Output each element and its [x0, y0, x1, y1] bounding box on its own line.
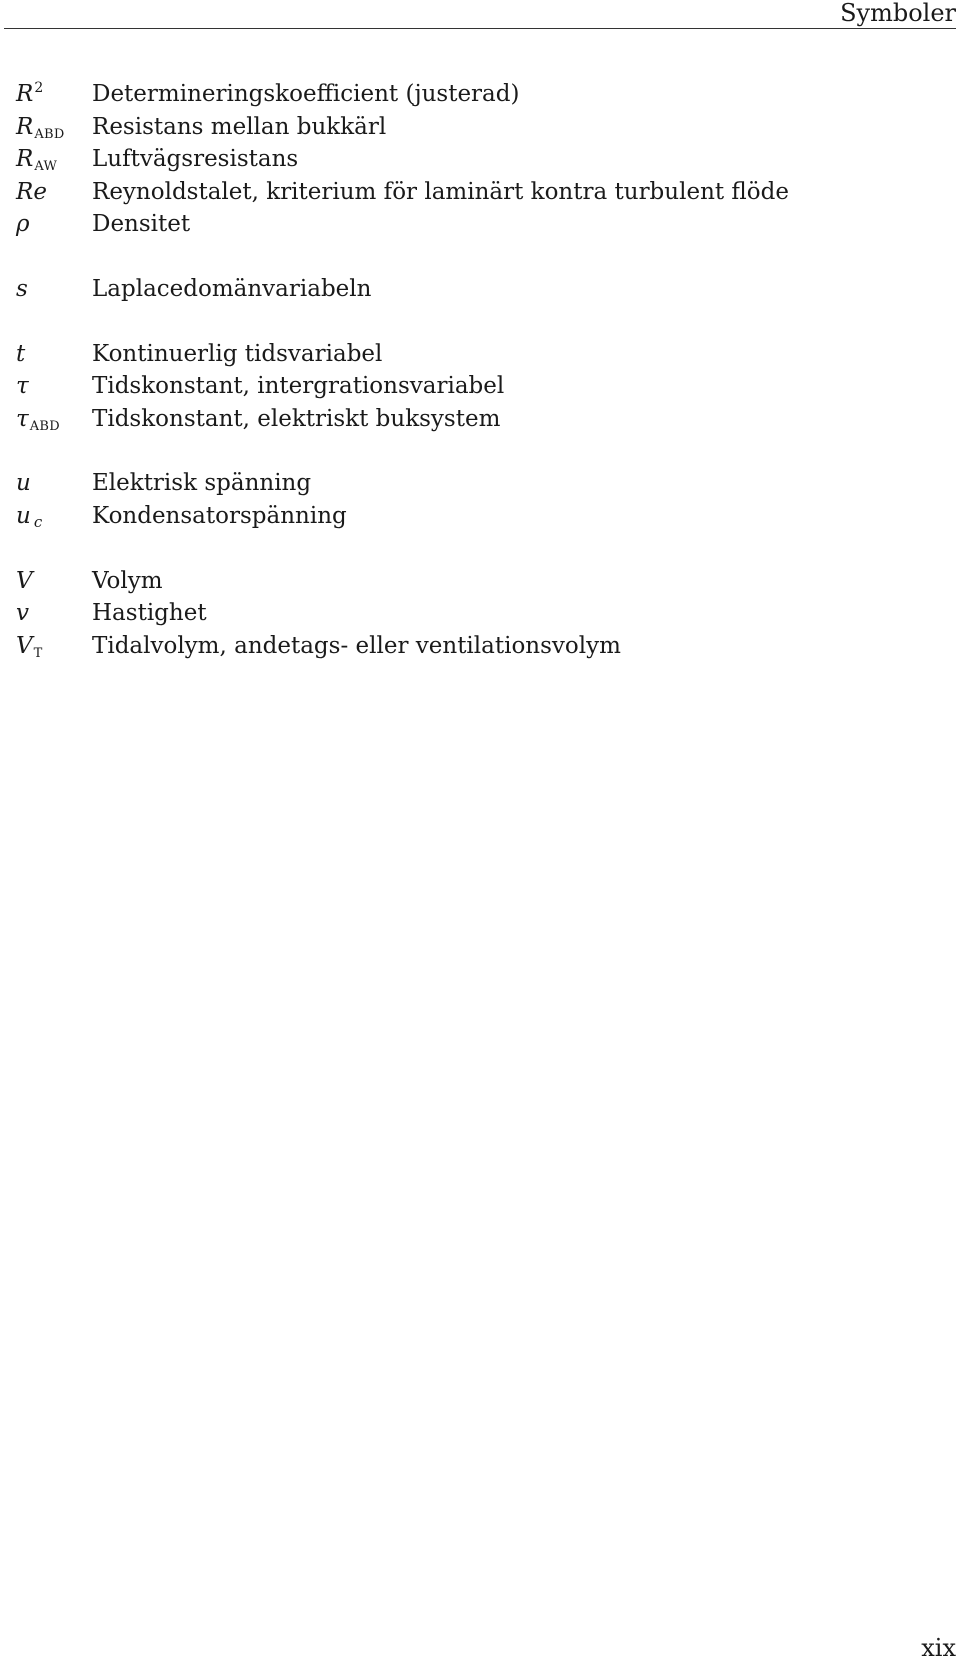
symbol-description: Resistans mellan bukkärl	[92, 113, 387, 140]
symbol-subscript: c	[33, 512, 43, 531]
symbol-description: Tidskonstant, elektriskt buksystem	[92, 405, 501, 432]
symbol-description: Determineringskoefficient (justerad)	[92, 81, 520, 107]
symbol-description: Tidalvolym, andetags- eller ventilationsvolym	[92, 632, 621, 659]
symbol-description: Kontinuerlig tidsvariabel	[92, 340, 383, 367]
symbol: $R^2$	[16, 80, 44, 107]
symbol-subscript: ABD	[29, 418, 60, 434]
symbol-subscript: AW	[34, 159, 58, 175]
symbol: RAW	[16, 146, 58, 175]
symbol-description: Hastighet	[92, 600, 207, 627]
symbol-subscript: T	[33, 645, 43, 661]
symbol-description: Kondensatorspänning	[92, 502, 347, 529]
symbol-superscript: 2	[34, 80, 44, 96]
page-number: xix	[921, 1634, 956, 1662]
symbol: v	[16, 600, 29, 627]
symbol: t	[16, 340, 26, 367]
header-rule	[4, 28, 956, 29]
symbol: uc	[16, 502, 43, 531]
symbol-description: Tidskonstant, intergrationsvariabel	[92, 373, 505, 400]
symbol: V	[16, 567, 33, 594]
symbol: VT	[16, 632, 43, 661]
symbol: s	[16, 275, 28, 302]
symbol: τ	[16, 373, 29, 400]
symbol-description: Volym	[92, 567, 163, 594]
symbol: RABD	[16, 113, 65, 142]
symbol: τABD	[16, 405, 60, 434]
symbol-description: Elektrisk spänning	[92, 470, 312, 497]
symbol: ρ	[16, 211, 30, 238]
symbol: u	[16, 470, 31, 497]
symbol-description: Densitet	[92, 211, 191, 238]
symbol-description: Reynoldstalet, kriterium för laminärt kontra turbulent flöde	[92, 178, 789, 205]
running-header: Symboler	[840, 0, 956, 27]
symbol: Re	[16, 178, 47, 205]
symbol-description: Luftvägsresistans	[92, 146, 299, 173]
symbol-subscript: ABD	[34, 126, 65, 142]
symbol-description: Laplacedomänvariabeln	[92, 275, 372, 302]
